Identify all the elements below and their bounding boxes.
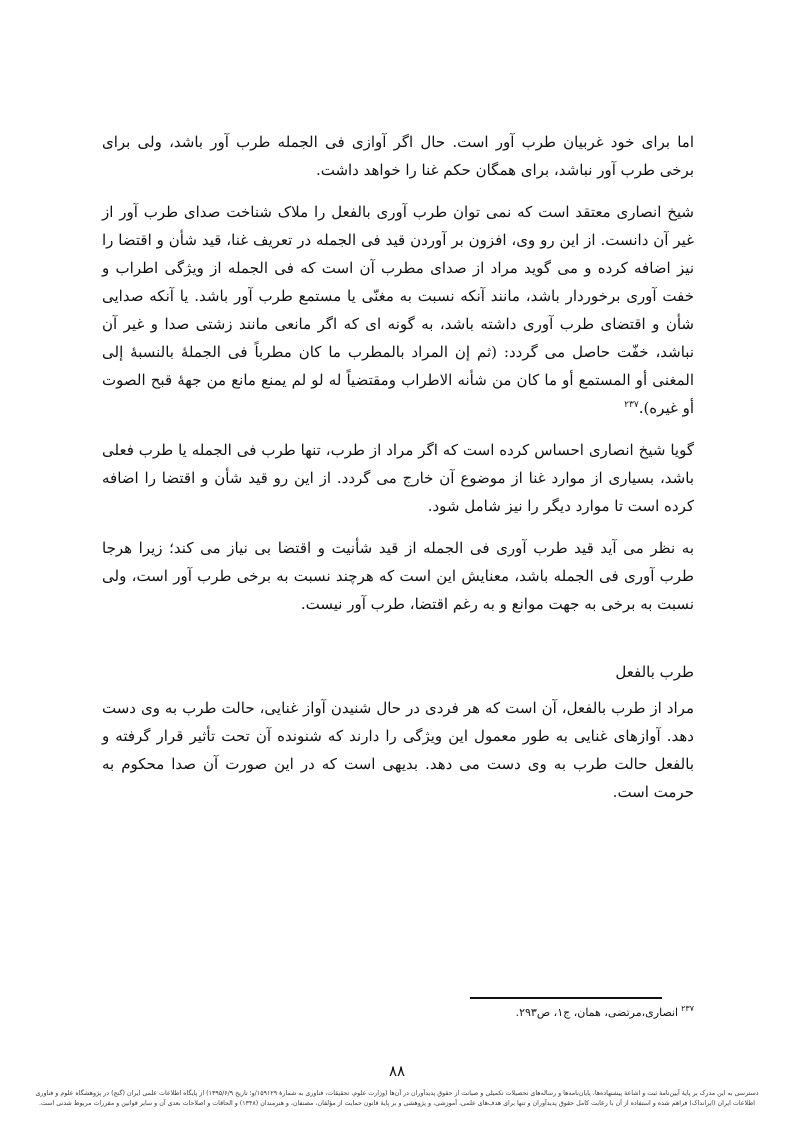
paragraph-with-citation — [102, 198, 694, 422]
paragraph: اما برای خود غربیان طرب آور است. حال اگر آوازی فی الجمله طرب آور باشد، ولی برای برخی طرب آور نباشد، برای همگان حکم غنا را خواهد داشت. — [102, 133, 694, 179]
paragraph: مراد از طرب بالفعل، آن است که هر فردی در حال شنیدن آواز غنایی، حالت طرب به وی دست دهد. آوازهای غنایی به طور معمول این ویژگی را دارند که شنونده آن تحت تأثیر قرار گرفته و بالفعل حالت طرب به وی دست می دهد. بدیهی است که در این صورت آن صدا محکوم به حرمت است. — [102, 699, 694, 801]
footnote-text: انصاری،مرتضی، همان، ج۱، ص۲۹۳. — [515, 1006, 679, 1019]
footnote-reference[interactable]: ۲۳۷ — [624, 400, 639, 410]
paragraph-text: شیخ انصاری معتقد است که نمی توان طرب آوری بالفعل را ملاک شناخت صدای طرب آور از غیر آن دانست. از این رو وی، افزون بر آوردن قید فی الجمله در تعریف غنا، قید شأن و اقتضا را نیز اضافه کرده و می گوید مراد از صدای مطرب آن است که فی الجمله از ویژگی اطراب و خفت آوری برخوردار باشد، مانند آنکه نسبت به مغنّی یا مستمع طرب آور باشد. یا آنکه صدایی شأن و اقتضای طرب آوری داشته باشد، به گونه ای که اگر مانعی مانند زشتی صدا و غیر آن نباشد، خفّت حاصل می گردد: (ثم إن المراد بالمطرب ما کان مطرباً فی الجملهٔ بالنسبهٔ إلی المغنی أو المستمع أو ما کان من شأنه الاطراب ومقتضیاً له لو لم یمنع مانع من جههٔ قبح الصوت أو غیره). — [102, 203, 694, 417]
legal-notice-line: دسترسی به این مدرک بر پایهٔ آیین‌نامهٔ ثبت و اشاعهٔ پیشنهاده‌ها، پایان‌نامه‌ها و رساله‌های تحصیلات تکمیلی و صیانت از حقوق پدیدآوران در آن‌ها (وزارت علوم، تحقیقات، فناوری به شمارهٔ ۱۵۹۱۲۹/و؛ تاریخ ۱۳۹۵/۶/۹) از پایگاه اطلاعات علمی ایران (گنج) در پژوهشگاه علوم و فناوری — [35, 1090, 759, 1097]
footnote-number: ۲۳۷ — [681, 1004, 694, 1014]
footnote-divider — [470, 997, 662, 999]
footnote — [400, 1005, 694, 1021]
page-number: ۸۸ — [388, 1062, 406, 1080]
paragraph: گویا شیخ انصاری احساس کرده است که اگر مراد از طرب، تنها طرب فی الجمله یا طرب فعلی باشد، بسیاری از موارد غنا از موضوع آن خارج می گردد. از این رو قید شأن و اقتضا را اضافه کرده است تا موارد دیگر را نیز شامل شود. — [102, 441, 694, 515]
legal-notice-line: اطلاعات ایران (ایرانداک) فراهم شده و استفاده از آن با رعایت کامل حقوق پدیدآوران و تنها برای هدف‌های علمی، آموزشی، و پژوهشی و بر پایهٔ قانون حمایت از مؤلفان، مصنفان، و هنرمندان (۱۳۴۸) و الحاقات و اصلاحات بعدی آن و سایر قوانین و مقررات مربوط شدنی است. — [39, 1100, 755, 1107]
section-heading: طرب بالفعل — [615, 663, 694, 681]
legal-notice — [6, 1089, 788, 1109]
body-text — [102, 128, 694, 820]
paragraph: به نظر می آید قید طرب آوری فی الجمله از قید شأنیت و اقتضا بی نیاز می کند؛ زیرا هرجا طرب آوری فی الجمله باشد، معنایش این است که هرچند نسبت به برخی طرب آور است، ولی نسبت به برخی به جهت موانع و به رغم اقتضا، طرب آور نیست. — [102, 539, 694, 613]
